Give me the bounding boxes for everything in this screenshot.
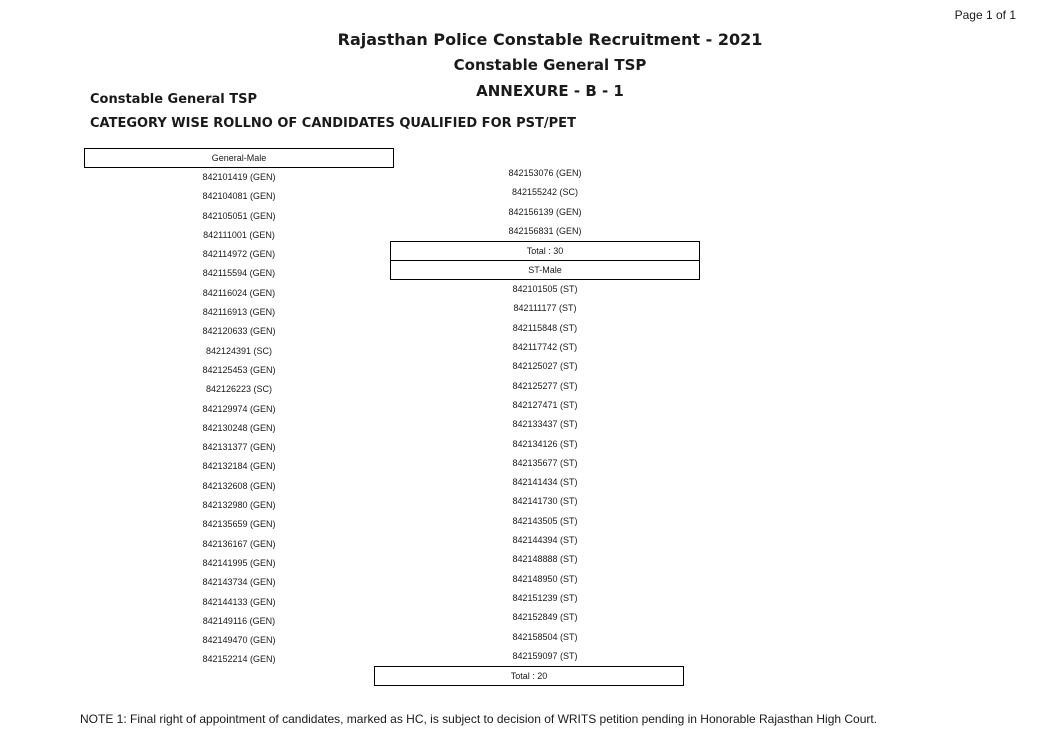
general-male-heading: General-Male (84, 148, 394, 168)
roll-number-row: 842116913 (GEN) (202, 307, 276, 318)
roll-number-row: 842149116 (GEN) (202, 615, 276, 626)
roll-number-row: 842115594 (GEN) (202, 268, 276, 279)
st-male-heading: ST-Male (390, 260, 700, 280)
roll-number-row: 842101505 (ST) (512, 284, 578, 295)
roll-number-row: 842105051 (GEN) (202, 210, 276, 221)
roll-number-row: 842141995 (GEN) (202, 557, 276, 568)
post-title: Constable General TSP (453, 56, 647, 74)
roll-number-row: 842159097 (ST) (512, 650, 578, 661)
roll-number-row: 842144394 (ST) (512, 535, 578, 546)
st-total-box: Total : 20 (374, 666, 684, 686)
roll-number-row: 842158504 (ST) (512, 631, 578, 642)
main-title: Rajasthan Police Constable Recruitment - 2021 (337, 30, 763, 49)
roll-number-row: 842111177 (ST) (513, 303, 577, 314)
roll-number-row: 842126223 (SC) (205, 384, 273, 395)
right-column (390, 164, 700, 686)
general-total-box: Total : 30 (390, 241, 700, 261)
roll-number-row: 842116024 (GEN) (202, 287, 276, 298)
page-number: Page 1 of 1 (954, 8, 1016, 22)
roll-number-row: 842152214 (GEN) (202, 654, 276, 665)
roll-number-row: 842148888 (ST) (512, 554, 578, 565)
roll-number-row: 842133437 (ST) (512, 419, 578, 430)
roll-number-row: 842131377 (GEN) (202, 442, 276, 453)
roll-number-row: 842141434 (ST) (512, 477, 578, 488)
annexure-title: ANNEXURE - B - 1 (476, 82, 624, 100)
roll-number-row: 842143505 (ST) (512, 515, 578, 526)
roll-number-row: 842135677 (ST) (512, 457, 578, 468)
roll-number-row: 842151239 (ST) (512, 592, 578, 603)
st-male-list (390, 280, 700, 666)
footer-note: NOTE 1: Final right of appointment of candidates, marked as HC, is subject to decision of WRITS petition pending in Honorable Rajasthan High Court. (80, 712, 878, 726)
roll-number-row: 842132980 (GEN) (202, 500, 276, 511)
roll-number-row: 842149470 (GEN) (202, 635, 276, 646)
roll-number-row: 842127471 (ST) (512, 399, 578, 410)
roll-number-row: 842101419 (GEN) (202, 172, 276, 182)
section-post-label: Constable General TSP (90, 92, 258, 107)
roll-number-row: 842143734 (GEN) (202, 577, 276, 588)
general-male-column (84, 148, 394, 670)
roll-number-row: 842130248 (GEN) (202, 422, 276, 433)
general-male-list-continued (390, 164, 700, 241)
roll-number-row: 842152849 (ST) (512, 612, 578, 623)
roll-number-row: 842125277 (ST) (512, 380, 578, 391)
roll-number-row: 842155242 (SC) (511, 187, 579, 198)
roll-number-row: 842125027 (ST) (512, 361, 578, 372)
roll-number-row: 842132608 (GEN) (202, 480, 276, 491)
roll-number-row: 842153076 (GEN) (508, 168, 582, 178)
general-male-list (84, 168, 394, 670)
roll-number-row: 842114972 (GEN) (202, 249, 276, 260)
roll-number-row: 842120633 (GEN) (202, 326, 276, 337)
roll-number-row: 842129974 (GEN) (202, 403, 276, 414)
roll-number-row: 842104081 (GEN) (202, 191, 276, 202)
roll-number-row: 842144133 (GEN) (202, 596, 276, 607)
roll-number-row: 842148950 (ST) (512, 573, 578, 584)
roll-number-row: 842117742 (ST) (512, 342, 578, 353)
roll-number-row: 842115848 (ST) (512, 322, 578, 333)
roll-number-row: 842141730 (ST) (512, 496, 578, 507)
roll-number-row: 842156831 (GEN) (508, 225, 582, 236)
roll-number-row: 842134126 (ST) (512, 438, 578, 449)
roll-number-row: 842156139 (GEN) (508, 206, 582, 217)
roll-number-row: 842136167 (GEN) (202, 538, 276, 549)
roll-number-row: 842124391 (SC) (205, 345, 273, 356)
section-heading: CATEGORY WISE ROLLNO OF CANDIDATES QUALIFIED FOR PST/PET (90, 116, 576, 131)
roll-number-row: 842125453 (GEN) (202, 364, 276, 375)
roll-number-row: 842132184 (GEN) (202, 461, 276, 472)
roll-number-row: 842135659 (GEN) (202, 519, 276, 530)
roll-number-row: 842111001 (GEN) (203, 229, 275, 240)
